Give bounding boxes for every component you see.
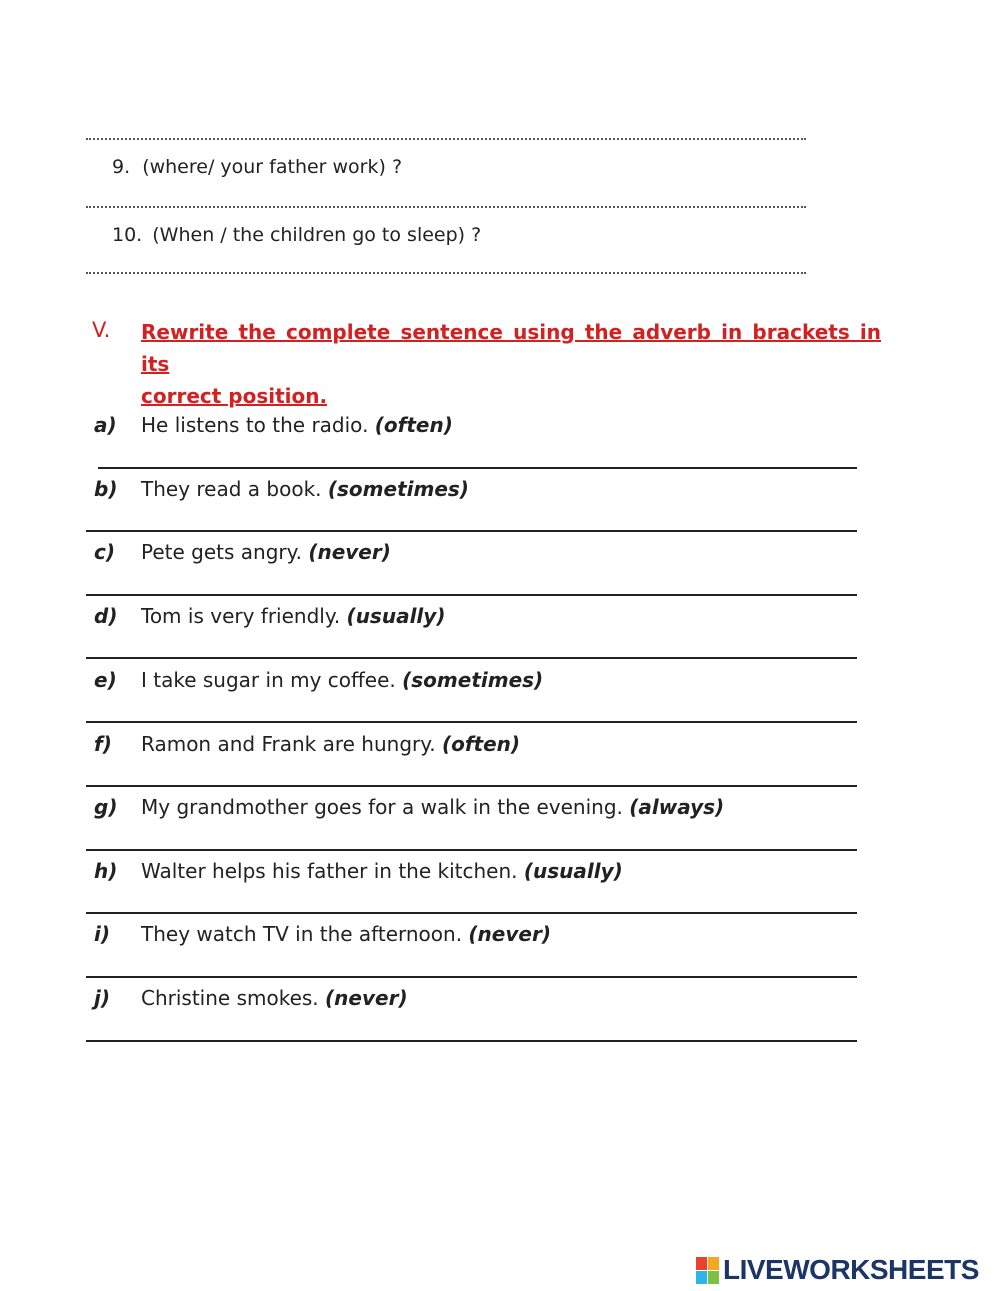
item-sentence [141,477,469,501]
section-heading-line-1: Rewrite the complete sentence using the adverb in brackets in its [141,320,881,376]
answer-line-d[interactable] [86,657,857,659]
logo-blocks-icon [696,1257,719,1284]
adverb-hint: (often) [374,413,453,437]
logo-text: LIVEWORKSHEETS [723,1254,979,1285]
question-text: (where/ your father work) ? [142,156,403,178]
adverb-hint: (usually) [523,859,623,883]
item-letter: f) [94,732,112,756]
answer-line-c[interactable] [86,594,857,596]
item-sentence [141,540,391,564]
section-heading-line-2: correct position. [141,384,328,408]
sentence-text: My grandmother goes for a walk in the evening. [141,795,630,819]
sentence-text: I take sugar in my coffee. [141,668,403,692]
answer-line-j[interactable] [86,1040,857,1042]
item-letter: c) [94,540,115,564]
question-text: (When / the children go to sleep) ? [152,224,482,246]
section-heading [141,316,881,412]
question-number: 10. [112,224,143,246]
answer-line-a[interactable] [98,467,857,469]
question-number: 9. [112,156,131,178]
item-letter: e) [94,668,117,692]
item-letter: d) [94,604,118,628]
liveworksheets-logo [696,1255,979,1285]
logo-block [708,1257,719,1270]
sentence-text: They watch TV in the afternoon. [141,922,469,946]
sentence-text: Ramon and Frank are hungry. [141,732,442,756]
section-number: V. [92,318,111,342]
item-letter: i) [94,922,110,946]
item-letter: g) [94,795,118,819]
adverb-hint: (never) [468,922,551,946]
item-letter: a) [94,413,117,437]
dotted-answer-line-10[interactable] [86,272,806,274]
item-letter: b) [94,477,118,501]
answer-line-f[interactable] [86,785,857,787]
sentence-text: He listens to the radio. [141,413,375,437]
sentence-text: Pete gets angry. [141,540,309,564]
sentence-text: Tom is very friendly. [141,604,347,628]
logo-block [708,1271,719,1284]
item-letter: h) [94,859,118,883]
sentence-text: Christine smokes. [141,986,326,1010]
item-sentence [141,795,724,819]
logo-block [696,1271,707,1284]
item-sentence [141,922,551,946]
item-sentence [141,413,453,437]
sentence-text: Walter helps his father in the kitchen. [141,859,524,883]
dotted-answer-line-8[interactable] [86,138,806,140]
logo-block [696,1257,707,1270]
answer-line-i[interactable] [86,976,857,978]
answer-line-b[interactable] [86,530,857,532]
adverb-hint: (always) [629,795,725,819]
answer-line-g[interactable] [86,849,857,851]
answer-line-h[interactable] [86,912,857,914]
adverb-hint: (sometimes) [327,477,469,501]
sentence-text: They read a book. [141,477,328,501]
question-10 [112,224,481,246]
adverb-hint: (sometimes) [402,668,544,692]
question-9 [112,156,402,178]
item-sentence [141,732,520,756]
item-letter: j) [94,986,110,1010]
adverb-hint: (never) [325,986,408,1010]
answer-line-e[interactable] [86,721,857,723]
item-sentence [141,604,445,628]
item-sentence [141,986,408,1010]
adverb-hint: (never) [308,540,391,564]
adverb-hint: (usually) [346,604,446,628]
adverb-hint: (often) [441,732,521,756]
item-sentence [141,668,543,692]
dotted-answer-line-9[interactable] [86,206,806,208]
item-sentence [141,859,623,883]
